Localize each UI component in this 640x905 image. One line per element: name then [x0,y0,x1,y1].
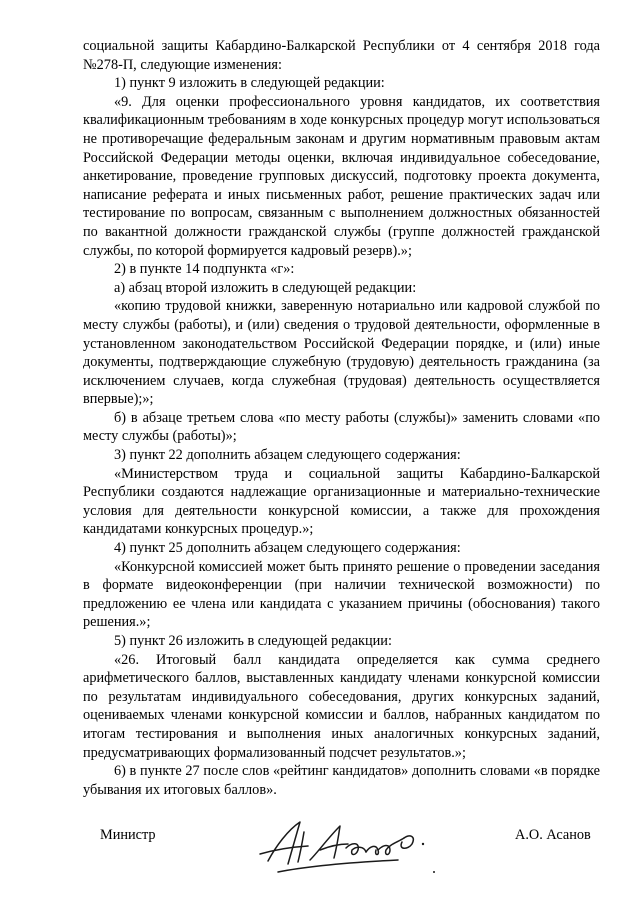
paragraph: 5) пункт 26 изложить в следующей редакции: [114,633,392,649]
paragraph: «копию трудовой книжки, заверенную нотариально или кадровой службой по месту службы (работы), и (или) сведения о трудовой деятельности, оформленные в установленном законодательством Российской Федерации порядке, и (или) иные документы, подтверждающие служебную (трудовую) деятельность гражданина (за исключением случаев, когда служебная (трудовая) деятельность осуществляется впервые);»; [83,298,600,408]
paragraph: социальной защиты Кабардино-Балкарской Республики от 4 сентября 2018 года №278-П, следующие изменения: [83,38,600,73]
paragraph: а) абзац второй изложить в следующей редакции: [114,279,417,296]
document-body [83,37,600,799]
paragraph: 6) в пункте 27 после слов «рейтинг кандидатов» дополнить словами «в порядке убывания их итоговых баллов». [83,763,600,798]
handwritten-signature [248,816,448,878]
paragraph: 4) пункт 25 дополнить абзацем следующего содержания: [114,540,461,557]
paragraph: «9. Для оценки профессионального уровня кандидатов, их соответствия квалификационным требованиям в ходе конкурсных процедур могут использоваться не противоречащие федеральным законам и другим нормативным правовым актам Российской Федерации методы оценки, включая индивидуальное собеседование, анкетирование, проведение групповых дискуссий, подготовку проекта документа, написание реферата и иных письменных работ, решение практических задач или тестирование по вопросам, связанным с выполнением должностных обязанностей по вакантной должности гражданской службы (группе должностей гражданской службы, по которой формируется кадровый резерв).»; [83,93,600,259]
paragraph: 1) пункт 9 изложить в следующей редакции: [114,75,385,92]
paragraph: «26. Итоговый балл кандидата определяется как сумма среднего арифметического баллов, выставленных кандидату членами конкурсной комиссии по результатам индивидуального собеседования, других конкурсных заданий, оцениваемых членами конкурсной комиссии и баллов, набранных кандидатом по итогам тестирования и выполнения иных аналогичных конкурсных заданий, предусматривающих формализованный подсчет результатов.»; [83,651,600,761]
paragraph: 3) пункт 22 дополнить абзацем следующего содержания: [114,447,461,464]
paragraph: «Министерством труда и социальной защиты Кабардино-Балкарской Республики создаются надлежащие организационные и материально-технические условия для деятельности конкурсной комиссии, а также для прохождения кандидатами конкурсных процедур.»; [83,465,600,538]
paragraph: б) в абзаце третьем слова «по месту работы (службы)» заменить словами «по месту службы (работы)»; [83,409,600,445]
signature-block [0,822,640,882]
paragraph: «Конкурсной комиссией может быть принято решение о проведении заседания в формате видеоконференции (при наличии технической возможности) по предложению ее члена или кандидата с указанием причины (обоснования) такого решения.»; [83,558,600,631]
signer-name: А.О. Асанов [515,827,591,843]
paragraph: 2) в пункте 14 подпункта «г»: [114,261,295,278]
signer-position: Министр [100,827,156,843]
